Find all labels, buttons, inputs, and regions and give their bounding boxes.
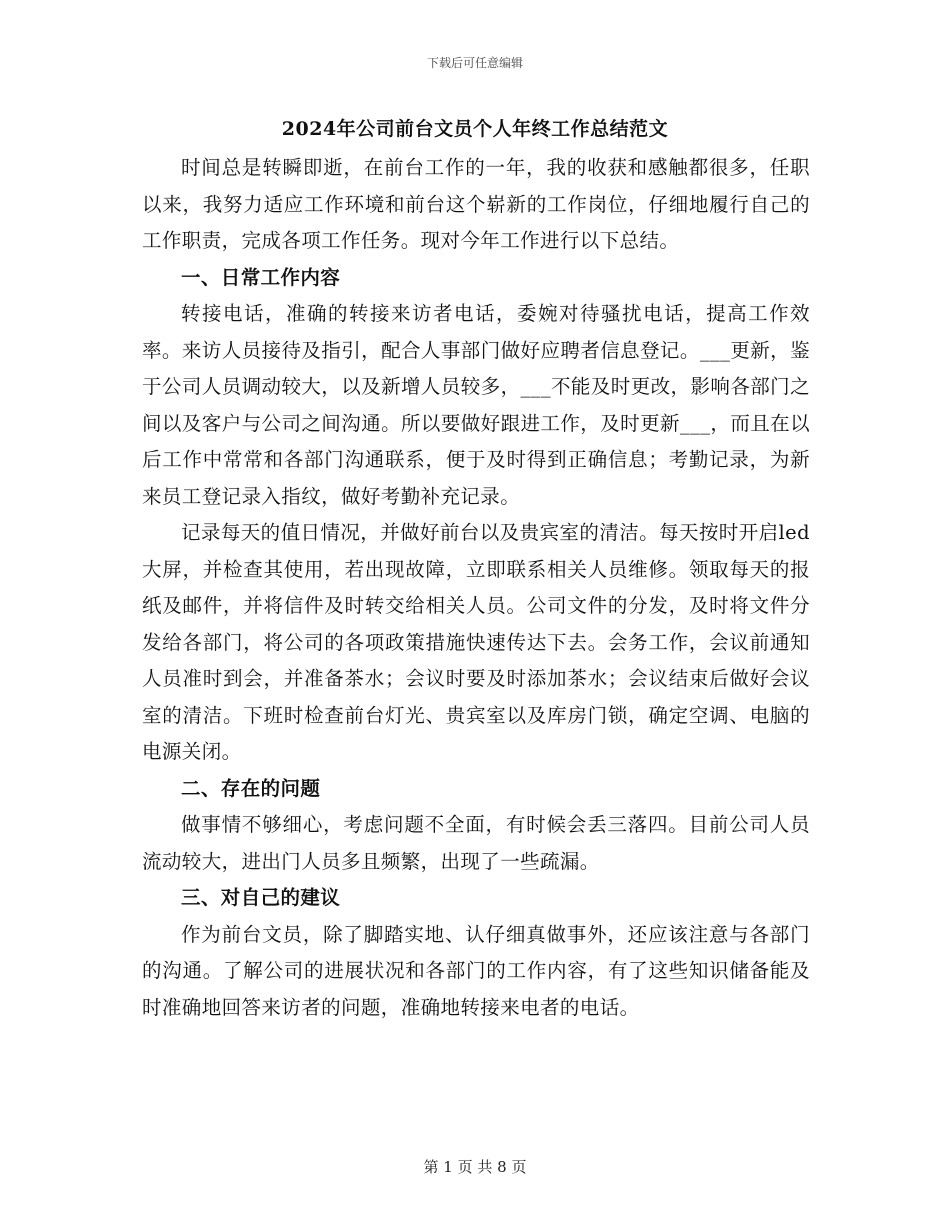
- document-title: 2024年公司前台文员个人年终工作总结范文: [281, 118, 669, 140]
- page-footer: 第 1 页 共 8 页: [423, 1158, 527, 1176]
- section-heading-daily-work: 一、日常工作内容: [181, 265, 341, 289]
- daily-work-paragraph-2: 记录每天的值日情况，并做好前台以及贵宾室的清洁。每天按时开启led大屏，并检查其使用，若出现故障，立即联系相关人员维修。领取每天的报纸及邮件，并将信件及时转交给相关人员。公司文件的分发，及时将文件分发给各部门，将公司的各项政策措施快速传达下去。会务工作，会议前通知人员准时到会，并准备茶水；会议时要及时添加茶水；会议结束后做好会议室的清洁。下班时检查前台灯光、贵宾室以及库房门锁，确定空调、电脑的电源关闭。: [142, 521, 810, 763]
- section-heading-suggestions: 三、对自己的建议: [181, 886, 341, 909]
- daily-work-paragraph-1: 转接电话，准确的转接来访者电话，委婉对待骚扰电话，提高工作效率。来访人员接待及指引，配合人事部门做好应聘者信息登记。___更新，鉴于公司人员调动较大，以及新增人员较多，___不能及时更改，影响各部门之间以及客户与公司之间沟通。所以要做好跟进工作，及时更新___，而且在以后工作中常常和各部门沟通联系，便于及时得到正确信息；考勤记录，为新来员工登记录入指纹，做好考勤补充记录。: [142, 302, 810, 508]
- suggestions-paragraph: 作为前台文员，除了脚踏实地、认仔细真做事外，还应该注意与各部门的沟通。了解公司的进展状况和各部门的工作内容，有了这些知识储备能及时准确地回答来访者的问题，准确地转接来电者的电话。: [142, 922, 810, 1019]
- section-heading-problems: 二、存在的问题: [181, 776, 321, 800]
- page-header: 下载后可任意编辑: [426, 56, 523, 70]
- document-body: [142, 150, 810, 1026]
- problems-paragraph: 做事情不够细心，考虑问题不全面，有时候会丢三落四。目前公司人员流动较大，进出门人员多且频繁，出现了一些疏漏。: [142, 813, 810, 873]
- intro-paragraph: 时间总是转瞬即逝，在前台工作的一年，我的收获和感触都很多，任职以来，我努力适应工作环境和前台这个崭新的工作岗位，仔细地履行自己的工作职责，完成各项工作任务。现对今年工作进行以下总结。: [142, 156, 810, 252]
